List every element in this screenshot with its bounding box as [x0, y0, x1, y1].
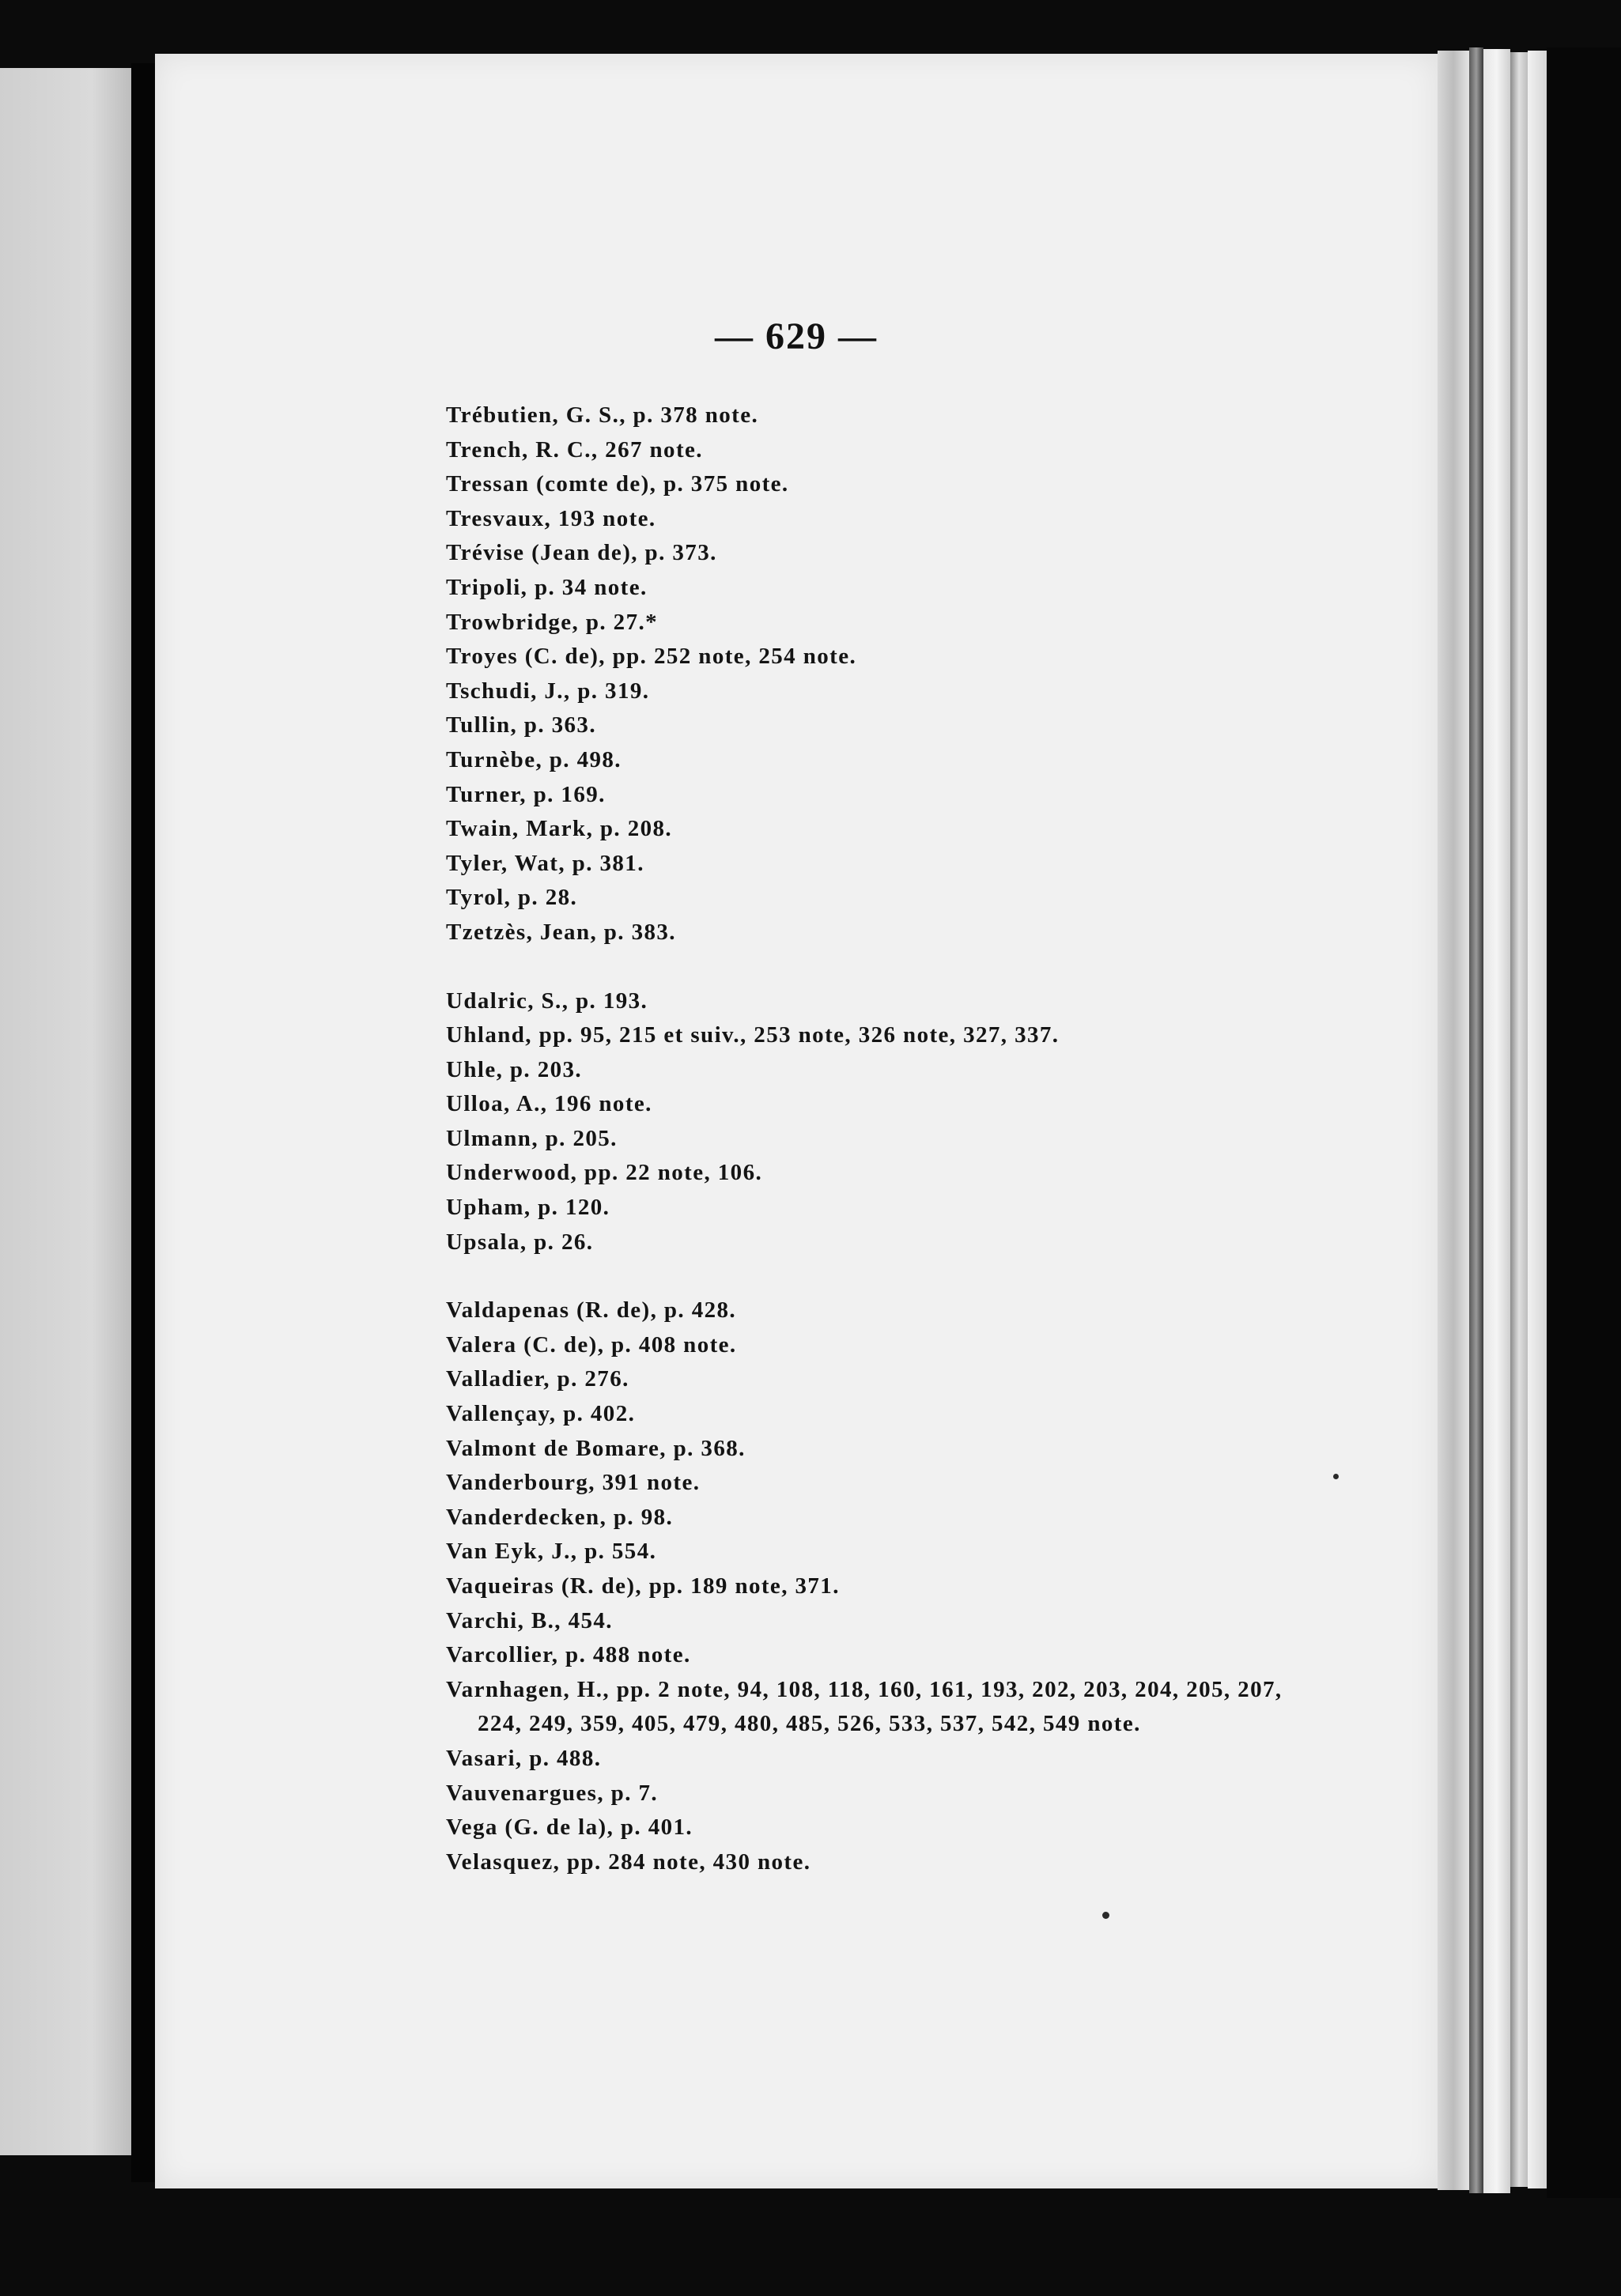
index-entry: Valmont de Bomare, p. 368. [446, 1435, 746, 1461]
index-entry: Tzetzès, Jean, p. 383. [446, 919, 676, 945]
page-edge [1438, 51, 1469, 2190]
index-entry: Turner, p. 169. [446, 781, 606, 807]
index-entry: Tressan (comte de), p. 375 note. [446, 471, 789, 497]
page-edge [1510, 52, 1528, 2187]
index-entry: Varnhagen, H., pp. 2 note, 94, 108, 118, 160, 161, 193, 202, 203, 204, 205, 207, 224, 249, 359, 405, 479, 480, 485, 526, 533, 537, 542, 549 note. [446, 1676, 1283, 1737]
index-entry: Twain, Mark, p. 208. [446, 816, 673, 842]
index-entry: Tyrol, p. 28. [446, 885, 578, 911]
book-gutter [131, 63, 155, 2182]
index-entry: Tyler, Wat, p. 381. [446, 850, 644, 876]
index-entry: Vanderdecken, p. 98. [446, 1504, 674, 1530]
index-entry: Valera (C. de), p. 408 note. [446, 1331, 737, 1358]
index-entry: Varchi, B., 454. [446, 1607, 613, 1633]
page-edge [1547, 47, 1621, 2198]
index-entry: Vallençay, p. 402. [446, 1401, 636, 1427]
index-entry: Ulloa, A., 196 note. [446, 1091, 652, 1117]
index-entry: Trowbridge, p. 27.* [446, 609, 659, 635]
index-entry: Tripoli, p. 34 note. [446, 574, 648, 600]
page-edge [1528, 51, 1547, 2188]
index-list [446, 398, 1316, 1879]
index-entry: Tullin, p. 363. [446, 712, 596, 738]
ink-speck [1333, 1474, 1339, 1479]
index-entry: Turnèbe, p. 498. [446, 746, 622, 772]
index-entry: Trébutien, G. S., p. 378 note. [446, 402, 759, 428]
index-entry: Vasari, p. 488. [446, 1745, 602, 1771]
index-group [446, 984, 1316, 1260]
ink-speck [1102, 1912, 1109, 1919]
index-entry: Troyes (C. de), pp. 252 note, 254 note. [446, 644, 857, 670]
index-entry: Varcollier, p. 488 note. [446, 1642, 691, 1668]
page-number: — 629 — [715, 315, 878, 357]
index-entry: Velasquez, pp. 284 note, 430 note. [446, 1849, 811, 1875]
index-entry: Ulmann, p. 205. [446, 1125, 618, 1151]
page-edge [1483, 49, 1510, 2193]
index-entry: Udalric, S., p. 193. [446, 988, 648, 1014]
index-entry: Uhland, pp. 95, 215 et suiv., 253 note, 326 note, 327, 337. [446, 1022, 1060, 1048]
index-entry: Upsala, p. 26. [446, 1229, 594, 1255]
index-entry: Vega (G. de la), p. 401. [446, 1815, 693, 1841]
index-entry: Vaqueiras (R. de), pp. 189 note, 371. [446, 1573, 840, 1599]
index-entry: Vauvenargues, p. 7. [446, 1780, 659, 1806]
previous-page-edge [0, 68, 131, 2155]
index-group [446, 398, 1316, 950]
index-entry: Valladier, p. 276. [446, 1366, 629, 1392]
page-edge [1469, 47, 1483, 2193]
index-entry: Upham, p. 120. [446, 1195, 610, 1221]
index-group [446, 1293, 1316, 1879]
index-entry: Tschudi, J., p. 319. [446, 678, 650, 704]
book-page [155, 54, 1438, 2188]
index-entry: Tresvaux, 193 note. [446, 505, 656, 531]
index-entry: Trench, R. C., 267 note. [446, 436, 703, 463]
index-entry: Uhle, p. 203. [446, 1056, 583, 1082]
index-entry: Van Eyk, J., p. 554. [446, 1539, 657, 1565]
index-entry: Trévise (Jean de), p. 373. [446, 540, 717, 566]
index-entry: Valdapenas (R. de), p. 428. [446, 1297, 737, 1324]
index-entry: Vanderbourg, 391 note. [446, 1470, 701, 1496]
index-entry: Underwood, pp. 22 note, 106. [446, 1160, 763, 1186]
